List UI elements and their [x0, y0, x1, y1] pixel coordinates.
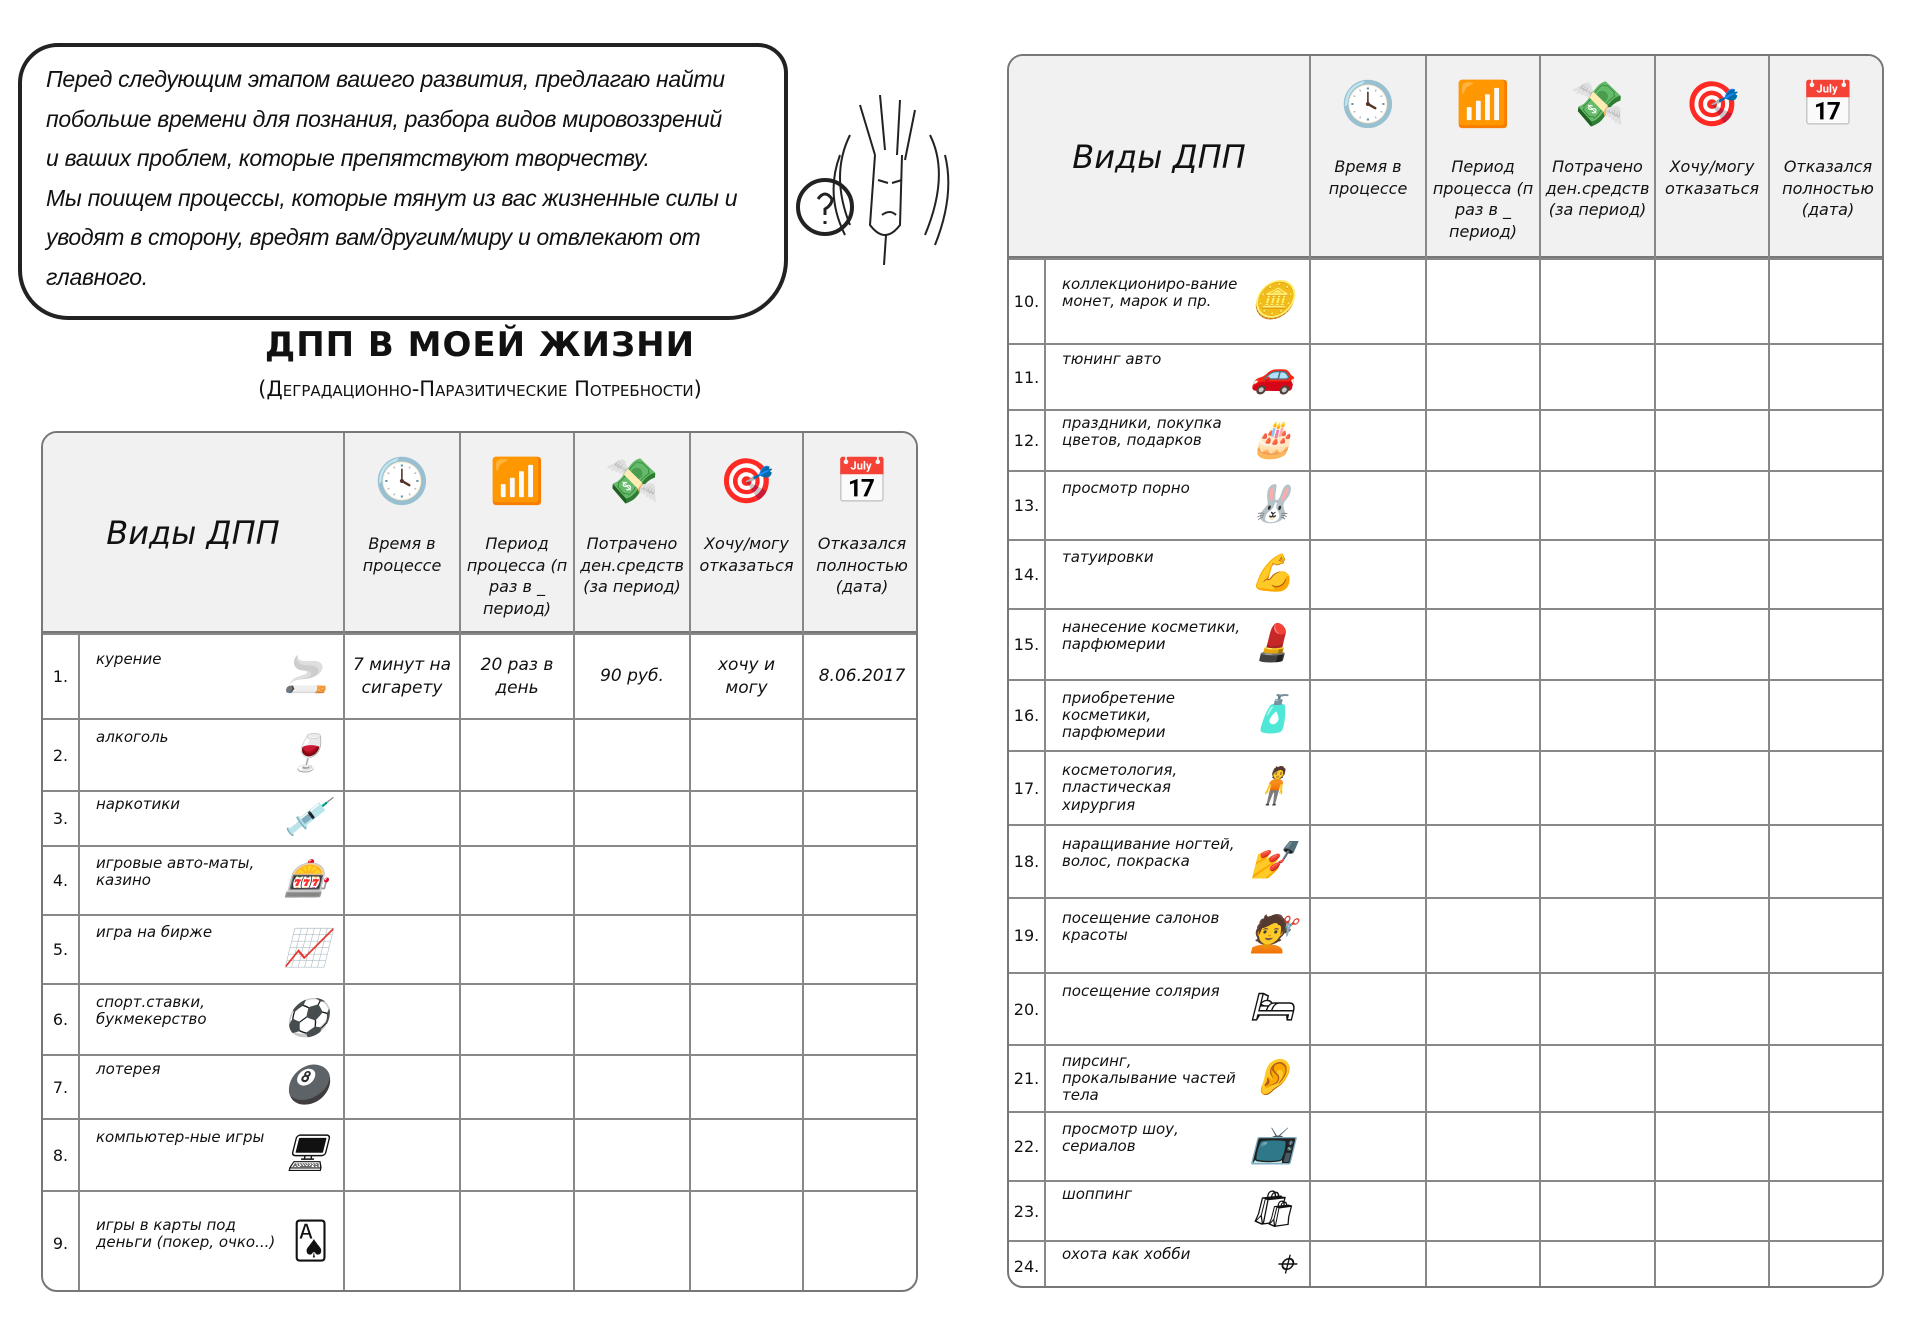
value-cell[interactable]: [1309, 470, 1425, 539]
value-cell[interactable]: [1768, 539, 1884, 608]
target-icon: 🎯: [1684, 79, 1740, 130]
value-cell[interactable]: [573, 845, 689, 914]
clock-icon: 🕓: [1340, 79, 1396, 130]
row-name-cell: [1044, 539, 1309, 608]
value-cell[interactable]: [343, 1190, 459, 1292]
value-cell[interactable]: 8.06.2017: [802, 633, 918, 718]
row-label: игры в карты под деньги (покер, очко...): [96, 1216, 276, 1252]
table-row: [1009, 750, 1882, 824]
value-cell[interactable]: [1309, 750, 1425, 824]
row-name-cell: [78, 633, 343, 718]
value-cell[interactable]: [1768, 1111, 1884, 1180]
value-cell[interactable]: [1654, 258, 1768, 343]
value-cell[interactable]: [459, 790, 573, 845]
row-name-cell: [1044, 608, 1309, 679]
intro-line: побольше времени для познания, разбора видов мировоззрений: [46, 105, 722, 132]
lottery-drum-icon: 🎱: [284, 1065, 329, 1106]
coins-icon: 🪙: [1250, 279, 1295, 321]
row-name-cell: [1044, 343, 1309, 409]
row-number: 5.: [43, 914, 78, 983]
value-cell[interactable]: [1539, 679, 1654, 750]
value-cell[interactable]: [802, 983, 918, 1054]
value-cell[interactable]: [1539, 824, 1654, 897]
hairdryer-icon: 💇: [1250, 913, 1295, 955]
value-cell[interactable]: [573, 718, 689, 790]
value-cell[interactable]: [1768, 258, 1884, 343]
value-cell[interactable]: [1654, 343, 1768, 409]
value-cell[interactable]: [1539, 1240, 1654, 1288]
column-header-label: Время в процессе: [362, 534, 442, 575]
lipstick-icon: 💄: [1250, 622, 1295, 664]
row-number: 24.: [1009, 1240, 1044, 1288]
value-cell[interactable]: [459, 1118, 573, 1190]
value-cell[interactable]: [1309, 679, 1425, 750]
row-number: 19.: [1009, 897, 1044, 972]
value-cell[interactable]: [1768, 972, 1884, 1044]
row-label: нанесение косметики, парфюмерии: [1062, 617, 1241, 653]
value-cell[interactable]: [1425, 679, 1539, 750]
row-number: 6.: [43, 983, 78, 1054]
row-label: просмотр шоу, сериалов: [1062, 1119, 1179, 1155]
stressed-character-illustration: [790, 95, 965, 265]
intro-line: и ваших проблем, которые препятствуют творчеству.: [46, 145, 650, 171]
tattoo-arm-icon: 💪: [1250, 552, 1295, 594]
value-cell[interactable]: [1539, 608, 1654, 679]
value-cell[interactable]: [802, 914, 918, 983]
value-cell[interactable]: [459, 845, 573, 914]
table-row: [43, 1054, 916, 1118]
body-icon: 🧍: [1250, 766, 1295, 807]
column-header-label: Отказался полностью (дата): [1782, 157, 1874, 220]
value-cell[interactable]: [1425, 409, 1539, 470]
value-cell[interactable]: [343, 1054, 459, 1118]
shopping-icon: 🛍: [1249, 1189, 1295, 1230]
column-header-label: Хочу/могу отказаться: [1664, 157, 1760, 198]
column-header-types: Виды ДПП: [106, 514, 280, 552]
value-cell[interactable]: [1539, 258, 1654, 343]
table-row: [43, 983, 916, 1054]
row-name-cell: [78, 1118, 343, 1190]
column-header: [802, 433, 918, 633]
row-number: 14.: [1009, 539, 1044, 608]
value-cell[interactable]: [1309, 1111, 1425, 1180]
value-cell[interactable]: [1654, 409, 1768, 470]
stock-chart-icon: 📈: [284, 927, 329, 969]
table-row: [43, 718, 916, 790]
value-cell[interactable]: [459, 983, 573, 1054]
value-cell[interactable]: [1425, 470, 1539, 539]
value-cell[interactable]: [1309, 897, 1425, 972]
row-label: посещение солярия: [1062, 982, 1220, 1000]
row-label: просмотр порно: [1062, 478, 1190, 497]
value-cell[interactable]: [1539, 539, 1654, 608]
row-name-cell: [1044, 972, 1309, 1044]
column-header-label: Потрачено ден.средств (за период): [580, 534, 684, 597]
table-header: [43, 433, 916, 633]
table-row: [43, 845, 916, 914]
value-cell[interactable]: [1309, 1044, 1425, 1111]
column-header: [1309, 56, 1425, 258]
soccer-ball-icon: ⚽: [284, 997, 329, 1039]
table-row: [43, 1118, 916, 1190]
value-cell[interactable]: [689, 914, 802, 983]
value-cell[interactable]: [1309, 1240, 1425, 1288]
value-cell[interactable]: [1425, 608, 1539, 679]
row-name-cell: [78, 1054, 343, 1118]
row-number: 9.: [43, 1190, 78, 1292]
row-number: 13.: [1009, 470, 1044, 539]
row-label: татуировки: [1062, 547, 1154, 566]
solarium-icon: 🛏: [1249, 987, 1295, 1028]
row-label: тюнинг авто: [1062, 350, 1162, 368]
row-label: компьютер-ные игры: [96, 1128, 265, 1146]
value-cell[interactable]: [802, 1118, 918, 1190]
column-header: [1539, 56, 1654, 258]
value-cell[interactable]: 90 руб.: [573, 633, 689, 718]
row-number: 17.: [1009, 750, 1044, 824]
value-cell[interactable]: [1768, 409, 1884, 470]
row-name-cell: [78, 718, 343, 790]
ear-icon: 👂: [1250, 1056, 1295, 1098]
table-row: [43, 1190, 916, 1292]
row-name-cell: [1044, 750, 1309, 824]
row-number: 8.: [43, 1118, 78, 1190]
column-header: [1654, 56, 1768, 258]
row-label: курение: [96, 649, 162, 668]
value-cell[interactable]: [1654, 539, 1768, 608]
value-cell[interactable]: [689, 983, 802, 1054]
value-cell[interactable]: [1768, 1240, 1884, 1288]
value-cell[interactable]: [573, 790, 689, 845]
value-cell[interactable]: [1768, 750, 1884, 824]
row-name-cell: [1044, 824, 1309, 897]
column-header-label: Период процесса (п раз в _ период): [1432, 157, 1534, 241]
value-cell[interactable]: [1654, 824, 1768, 897]
value-cell[interactable]: [573, 1118, 689, 1190]
table-row: [1009, 1044, 1882, 1111]
value-cell[interactable]: [573, 1054, 689, 1118]
table-row: [1009, 679, 1882, 750]
calendar-icon: 📅: [1800, 79, 1856, 130]
column-header-label: Отказался полностью (дата): [816, 534, 908, 597]
value-cell[interactable]: [1654, 1044, 1768, 1111]
row-name-cell: [78, 845, 343, 914]
tv-show-icon: 📺: [1250, 1124, 1295, 1166]
table-row: [43, 790, 916, 845]
row-label: праздники, покупка цветов, подарков: [1062, 414, 1222, 450]
row-number: 21.: [1009, 1044, 1044, 1111]
value-cell[interactable]: [1768, 679, 1884, 750]
row-name-cell: [78, 983, 343, 1054]
value-cell[interactable]: [343, 845, 459, 914]
row-label: охота как хобби: [1062, 1245, 1191, 1263]
value-cell[interactable]: [1654, 897, 1768, 972]
table-row: [1009, 972, 1882, 1044]
money-hand-icon: 💸: [604, 456, 660, 507]
cake-icon: 🎂: [1250, 418, 1295, 460]
value-cell[interactable]: [1539, 1111, 1654, 1180]
value-cell[interactable]: [689, 1054, 802, 1118]
calendar-icon: 📅: [834, 456, 890, 507]
column-header: [1425, 56, 1539, 258]
row-name-cell: [78, 1190, 343, 1292]
row-number: 1.: [43, 633, 78, 718]
value-cell[interactable]: [1309, 343, 1425, 409]
table-row: [1009, 608, 1882, 679]
table-row: [43, 633, 916, 718]
value-cell[interactable]: [1309, 258, 1425, 343]
value-cell[interactable]: [573, 914, 689, 983]
row-name-cell: [78, 914, 343, 983]
value-cell[interactable]: [573, 983, 689, 1054]
value-cell[interactable]: [1654, 1240, 1768, 1288]
value-cell[interactable]: [1654, 608, 1768, 679]
value-cell[interactable]: [689, 790, 802, 845]
value-cell[interactable]: [689, 845, 802, 914]
column-header-label: Хочу/могу отказаться: [699, 534, 794, 575]
row-label: наркотики: [96, 795, 181, 813]
value-cell[interactable]: [1768, 824, 1884, 897]
intro-line: уводят в сторону, вредят вам/другим/миру и отвлекают от: [46, 224, 701, 250]
column-header-types: Виды ДПП: [1072, 138, 1246, 176]
row-label: наращивание ногтей, волос, покраска: [1062, 834, 1235, 870]
page-subtitle: (Деградационно-Паразитические Потребности): [258, 377, 702, 401]
value-cell[interactable]: [459, 718, 573, 790]
column-header-label: Время в процессе: [1328, 157, 1408, 198]
value-cell[interactable]: [689, 1190, 802, 1292]
value-cell[interactable]: 7 минут на сигарету: [343, 633, 459, 718]
value-cell[interactable]: [1425, 1111, 1539, 1180]
table-row: [1009, 409, 1882, 470]
bunny-icon: 🐰: [1250, 483, 1295, 525]
car-icon: 🚗: [1250, 355, 1295, 396]
column-header: [1768, 56, 1884, 258]
value-cell[interactable]: [1309, 1180, 1425, 1240]
intro-line: главного.: [46, 263, 148, 290]
row-number: 10.: [1009, 258, 1044, 343]
left-table: [41, 431, 918, 1292]
row-number: 12.: [1009, 409, 1044, 470]
value-cell[interactable]: [459, 914, 573, 983]
value-cell[interactable]: [459, 1190, 573, 1292]
row-name-cell: [1044, 409, 1309, 470]
computer-icon: 🖥: [283, 1133, 329, 1174]
value-cell[interactable]: [1654, 1111, 1768, 1180]
value-cell[interactable]: [1309, 824, 1425, 897]
row-number: 20.: [1009, 972, 1044, 1044]
cigarette-icon: 🚬: [284, 654, 329, 696]
stairs-icon: 📶: [489, 456, 545, 507]
table-row: [1009, 897, 1882, 972]
value-cell[interactable]: [1309, 608, 1425, 679]
value-cell[interactable]: [1309, 972, 1425, 1044]
value-cell[interactable]: [343, 914, 459, 983]
row-label: игра на бирже: [96, 922, 213, 941]
row-name-cell: [1044, 897, 1309, 972]
row-label: пирсинг, прокалывание частей тела: [1062, 1051, 1236, 1104]
money-hand-icon: 💸: [1570, 79, 1625, 130]
value-cell[interactable]: [802, 1054, 918, 1118]
value-cell[interactable]: [1425, 1044, 1539, 1111]
column-header-label: Потрачено ден.средств (за период): [1545, 157, 1650, 220]
value-cell[interactable]: [1654, 679, 1768, 750]
value-cell[interactable]: [1425, 343, 1539, 409]
perfume-icon: 🧴: [1250, 693, 1295, 735]
row-number: 16.: [1009, 679, 1044, 750]
value-cell[interactable]: [1768, 1180, 1884, 1240]
table-row: [1009, 258, 1882, 343]
crosshair-icon: ⌖: [1274, 1244, 1295, 1285]
value-cell[interactable]: [343, 983, 459, 1054]
row-name-cell: [78, 790, 343, 845]
table-row: [1009, 1111, 1882, 1180]
table-row: [1009, 539, 1882, 608]
syringe-icon: 💉: [284, 796, 329, 838]
row-number: 7.: [43, 1054, 78, 1118]
value-cell[interactable]: [1768, 470, 1884, 539]
value-cell[interactable]: [689, 1118, 802, 1190]
row-name-cell: [1044, 470, 1309, 539]
playing-cards-icon: 🂡: [292, 1221, 329, 1262]
wine-bottle-icon: 🍷: [284, 733, 329, 774]
row-label: алкоголь: [96, 728, 169, 746]
table-row: [43, 914, 916, 983]
column-header: [689, 433, 802, 633]
value-cell[interactable]: хочу и могу: [689, 633, 802, 718]
row-name-cell: [1044, 679, 1309, 750]
value-cell[interactable]: [802, 1190, 918, 1292]
table-row: [1009, 343, 1882, 409]
row-label: лотерея: [96, 1060, 161, 1078]
column-header: [459, 433, 573, 633]
value-cell[interactable]: [802, 718, 918, 790]
value-cell[interactable]: [1425, 972, 1539, 1044]
value-cell[interactable]: [1539, 1180, 1654, 1240]
value-cell[interactable]: [573, 1190, 689, 1292]
stairs-icon: 📶: [1455, 79, 1511, 130]
hair-nail-icon: 💅: [1250, 839, 1295, 881]
value-cell[interactable]: [1768, 897, 1884, 972]
row-name-cell: [1044, 1180, 1309, 1240]
value-cell[interactable]: [1539, 470, 1654, 539]
row-name-cell: [1044, 1044, 1309, 1111]
column-header: [343, 433, 459, 633]
table-row: [1009, 1240, 1882, 1288]
value-cell[interactable]: [1768, 608, 1884, 679]
row-label: посещение салонов красоты: [1062, 908, 1220, 944]
value-cell[interactable]: [459, 1054, 573, 1118]
column-header: [573, 433, 689, 633]
value-cell[interactable]: [689, 718, 802, 790]
intro-line: Перед следующим этапом вашего развития, предлагаю найти: [46, 66, 725, 92]
table-row: [1009, 470, 1882, 539]
value-cell[interactable]: [1768, 1044, 1884, 1111]
value-cell[interactable]: [1425, 824, 1539, 897]
value-cell[interactable]: 20 раз в день: [459, 633, 573, 718]
right-table: [1007, 54, 1884, 1288]
row-label: игровые авто-маты, казино: [96, 853, 255, 889]
row-label: шоппинг: [1062, 1185, 1132, 1203]
value-cell[interactable]: [1539, 897, 1654, 972]
row-number: 4.: [43, 845, 78, 914]
row-number: 15.: [1009, 608, 1044, 679]
row-name-cell: [1044, 1240, 1309, 1288]
value-cell[interactable]: [802, 845, 918, 914]
value-cell[interactable]: [1539, 750, 1654, 824]
row-number: 18.: [1009, 824, 1044, 897]
value-cell[interactable]: [1654, 972, 1768, 1044]
value-cell[interactable]: [1309, 539, 1425, 608]
row-label: коллекциониро-вание монет, марок и пр.: [1062, 274, 1238, 310]
value-cell[interactable]: [1539, 409, 1654, 470]
row-number: 3.: [43, 790, 78, 845]
value-cell[interactable]: [802, 790, 918, 845]
value-cell[interactable]: [1539, 972, 1654, 1044]
row-number: 11.: [1009, 343, 1044, 409]
table-row: [1009, 824, 1882, 897]
slot-machine-icon: 🎰: [284, 858, 329, 900]
value-cell[interactable]: [1654, 750, 1768, 824]
table-row: [1009, 1180, 1882, 1240]
row-name-cell: [1044, 1111, 1309, 1180]
value-cell[interactable]: [1309, 409, 1425, 470]
value-cell[interactable]: [1539, 343, 1654, 409]
row-number: 23.: [1009, 1180, 1044, 1240]
row-name-cell: [1044, 258, 1309, 343]
value-cell[interactable]: [1539, 1044, 1654, 1111]
table-header: [1009, 56, 1882, 258]
value-cell[interactable]: [1425, 897, 1539, 972]
row-label: спорт.ставки, букмекерство: [96, 992, 207, 1028]
value-cell[interactable]: [343, 1118, 459, 1190]
intro-line: Мы поищем процессы, которые тянут из вас жизненные силы и: [46, 184, 738, 211]
value-cell[interactable]: [1654, 1180, 1768, 1240]
value-cell[interactable]: [343, 790, 459, 845]
value-cell[interactable]: [1425, 539, 1539, 608]
value-cell[interactable]: [343, 718, 459, 790]
clock-icon: 🕓: [374, 456, 430, 507]
value-cell[interactable]: [1425, 1240, 1539, 1288]
row-number: 22.: [1009, 1111, 1044, 1180]
page-title: ДПП В МОЕЙ ЖИЗНИ: [264, 325, 696, 365]
value-cell[interactable]: [1768, 343, 1884, 409]
column-header-label: Период процесса (п раз в _ период): [466, 534, 568, 618]
row-label: косметология, пластическая хирургия: [1062, 761, 1178, 814]
row-label: приобретение косметики, парфюмерии: [1062, 688, 1176, 741]
value-cell[interactable]: [1654, 470, 1768, 539]
value-cell[interactable]: [1425, 1180, 1539, 1240]
value-cell[interactable]: [1425, 750, 1539, 824]
value-cell[interactable]: [1425, 258, 1539, 343]
intro-text: [46, 60, 737, 297]
target-icon: 🎯: [719, 456, 774, 507]
row-number: 2.: [43, 718, 78, 790]
